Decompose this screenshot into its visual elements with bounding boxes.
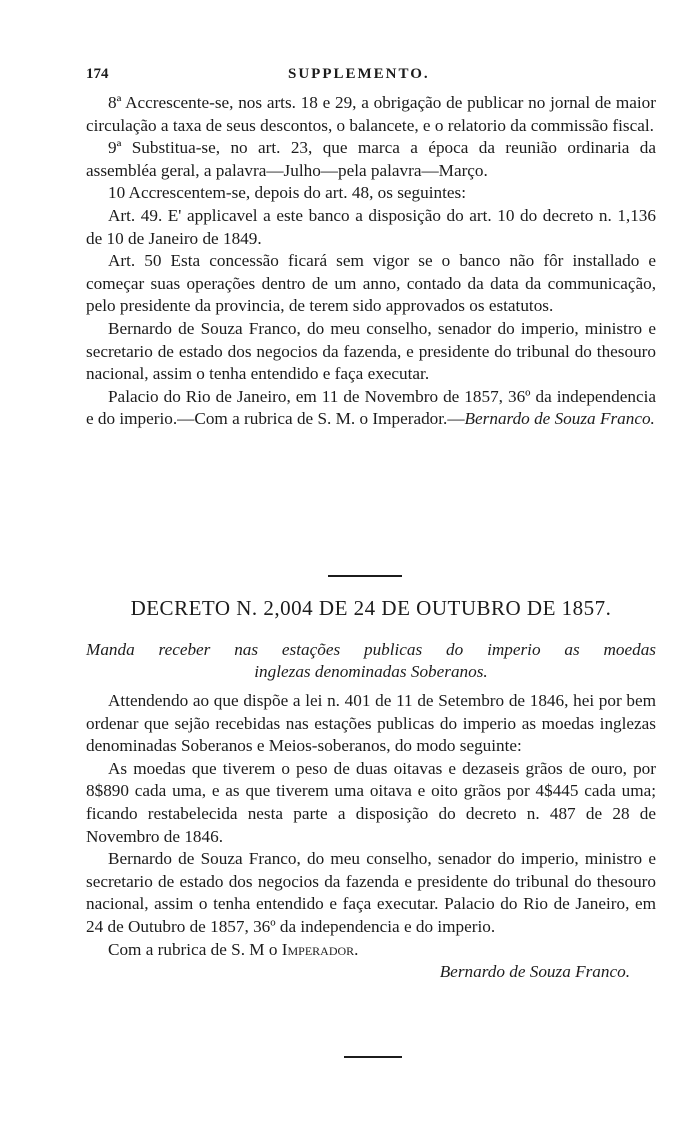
end-divider [344, 1056, 402, 1058]
decree-paragraph-1: Attendendo ao que dispõe a lei n. 401 de 11 de Setembro de 1846, hei por bem ordenar que sejão recebidas nas estações publicas do imperio as moedas inglezas denominadas Soberanos e Meios-soberanos, do modo seguinte: [86, 691, 656, 756]
page-number: 174 [86, 66, 109, 82]
decree-paragraph-2: As moedas que tiverem o peso de duas oitavas e dezaseis grãos de ouro, por 8$890 cada uma, e as que tiverem uma oitava e oito grãos por 4$445 cada uma; ficando restabelecida nesta parte a disposição do decreto n. 487 de 28 de Novembro de 1846. [86, 758, 656, 846]
second-decree-text [86, 690, 656, 984]
summary-line-1: Manda receber nas estações publicas do imperio as moedas [86, 640, 656, 659]
decree-paragraph-3: Bernardo de Souza Franco, do meu conselho, senador do imperio, ministro e secretario de estado dos negocios da fazenda e presidente do tribunal do thesouro nacional, assim o tenha entendido e faça executar. Palacio do Rio de Janeiro, em 24 de Outubro de 1857, 36º da independencia e do imperio. [86, 849, 656, 936]
paragraph-8: 8ª Accrescente-se, nos arts. 18 e 29, a obrigação de publicar no jornal de maior circulação a taxa de seus descontos, o balancete, e o relatorio da commissão fiscal. [86, 93, 656, 135]
summary-line-2: inglezas denominadas Soberanos. [254, 662, 488, 681]
article-50: Art. 50 Esta concessão ficará sem vigor se o banco não fôr installado e começar suas operações dentro de um anno, contado da data da communicação, pelo presidente da provincia, de terem sido approvados os estatutos. [86, 251, 656, 316]
palace-text: Palacio do Rio de Janeiro, em 11 de Novembro de 1857, 36º da independencia e do imperio.—Com a rubrica de S. M. o Imperador.— [86, 386, 656, 429]
paragraph-9: 9ª Substitua-se, no art. 23, que marca a época da reunião ordinaria da assembléa geral, a palavra—Julho—pela palavra—Março. [86, 138, 656, 180]
rubric-line [86, 939, 656, 962]
rubric-title: Imperador. [281, 939, 359, 959]
decree-title: DECRETO N. 2,004 DE 24 DE OUTUBRO DE 1857. [130, 596, 612, 620]
decree-summary [86, 639, 656, 683]
paragraph-10: 10 Accrescentem-se, depois do art. 48, os seguintes: [108, 183, 466, 203]
decree-signature: Bernardo de Souza Franco. [439, 962, 630, 982]
palace-signature: Bernardo de Souza Franco. [464, 409, 655, 429]
section-divider [328, 575, 402, 577]
palace-paragraph [86, 386, 656, 431]
minister-paragraph: Bernardo de Souza Franco, do meu conselho, senador do imperio, ministro e secretario de estado dos negocios da fazenda, e presidente do tribunal do thesouro nacional, assim o tenha entendido e faça executar. [86, 318, 656, 384]
article-49: Art. 49. E' applicavel a este banco a disposição do art. 10 do decreto n. 1,136 de 10 de Janeiro de 1849. [86, 205, 656, 248]
first-decree-text [86, 92, 656, 431]
rubric-prefix: Com a rubrica de S. M o [108, 939, 282, 959]
running-head: SUPPLEMENTO. [288, 66, 430, 82]
page-header [86, 66, 656, 86]
